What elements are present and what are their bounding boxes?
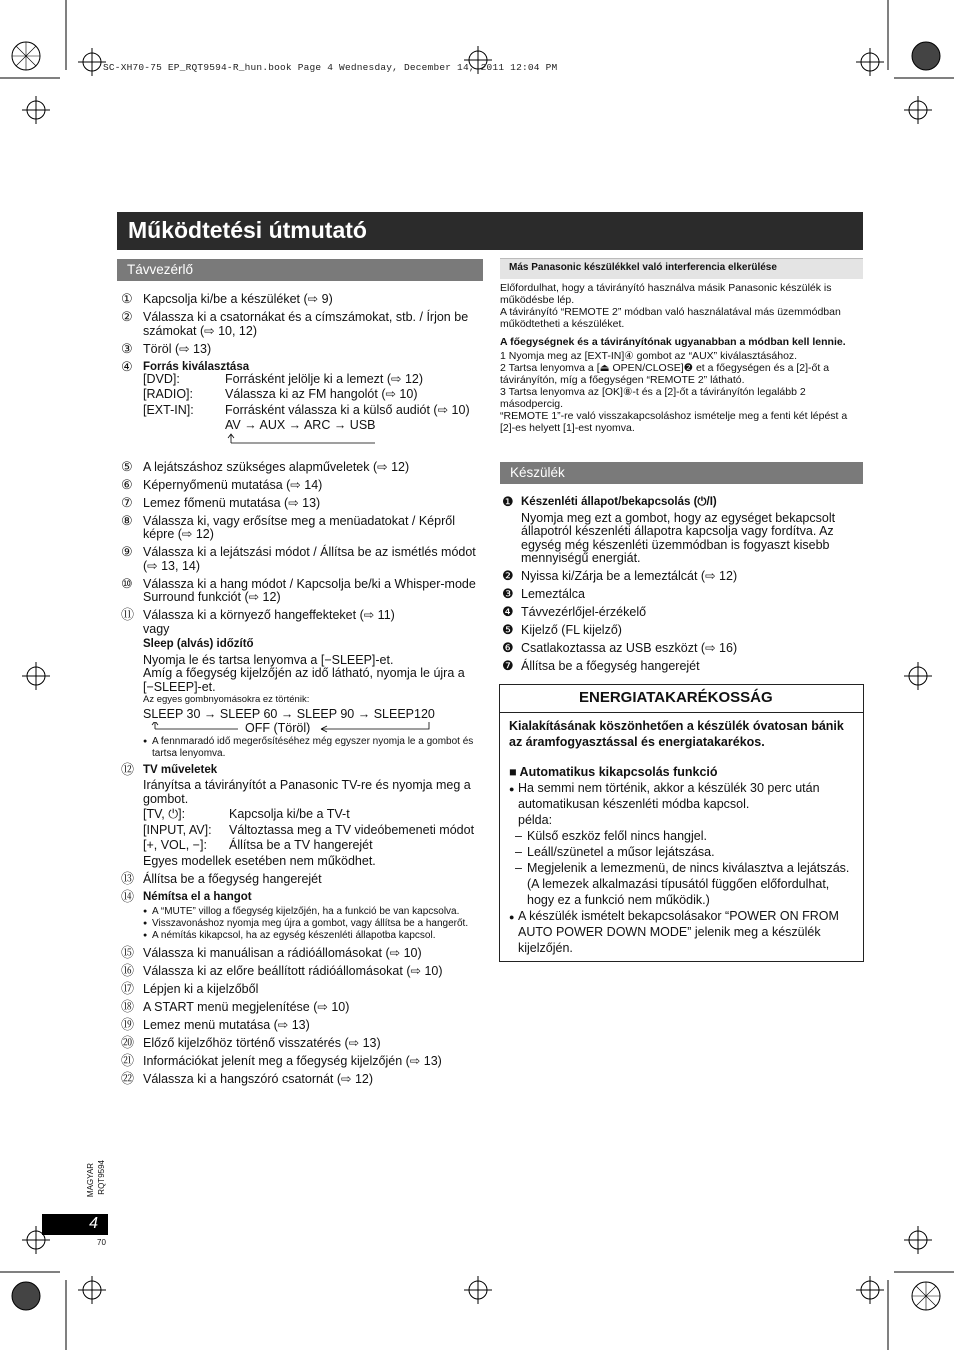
remote-list	[121, 293, 483, 1091]
file-header-line: SC-XH70-75 EP_RQT9594-R_hun.book Page 4 Wednesday, December 14, 2011 12:04 PM	[103, 62, 558, 73]
page-number-box	[42, 1214, 108, 1235]
sleep-chain: SLEEP 30 → SLEEP 60 → SLEEP 90 → SLEEP120	[143, 707, 435, 721]
list-item: ㉒ Válassza ki a hangszóró csatornát (⇨ 12)	[121, 1070, 374, 1086]
list-item: ⑪ Válassza ki a környező hangeffekteket (⇨ 11) vagy Sleep (alvás) időzítő Nyomja le és tartsa lenyomva a [−SLEEP]-et. Amíg a főegység kijelzőjén az idő látható, nyomja le újra a [−SLEEP]-et. Az egyes gombnyomásokra ez történik: SLEEP 30 → SLEEP 60 → SLEEP 90 → SLEEP120 OFF (Töröl) ● A fennmaradó idő megerősítéséhez még egyszer nyomja le a gombot és tartsa lenyomva.	[121, 609, 483, 760]
list-item: ⑰ Lépjen ki a kijelzőből	[121, 980, 259, 996]
section-header-device	[500, 462, 863, 484]
title-bar	[117, 212, 863, 250]
list-item: ❹ Távvezérlőjel-érzékelő	[502, 604, 647, 619]
sleep-loop: OFF (Töröl)	[143, 722, 483, 736]
energy-saving-box	[499, 684, 864, 962]
list-item: ⑮ Válassza ki manuálisan a rádióállomásokat (⇨ 10)	[121, 944, 422, 960]
page-title: Működtetési útmutató	[128, 217, 367, 243]
list-item: ⑳ Előző kijelzőhöz történő visszatérés (⇨ 13)	[121, 1034, 381, 1050]
list-item: ㉑ Információkat jelenít meg a főegység kijelzőjén (⇨ 13)	[121, 1052, 442, 1068]
list-item: ❺ Kijelző (FL kijelző)	[502, 622, 622, 637]
list-item: ⑱ A START menü megjelenítése (⇨ 10)	[121, 998, 350, 1014]
list-item: ❷ Nyissa ki/Zárja be a lemeztálcát (⇨ 12)	[502, 568, 738, 583]
list-item: ⑩ Válassza ki a hang módot / Kapcsolja be/ki a Whisper-mode Surround funkciót (⇨ 12)	[121, 575, 476, 604]
list-item: ❸ Lemeztálca	[502, 586, 585, 601]
list-item: ② Válassza ki a csatornákat és a címszámokat, stb. / Írjon be számokat (⇨ 10, 12)	[121, 309, 469, 338]
list-item: ⑬ Állítsa be a főegység hangerejét	[121, 870, 322, 886]
model-code: RQT9594	[97, 1160, 106, 1195]
list-item: ⑤ A lejátszáshoz szükséges alapműveletek (⇨ 12)	[121, 458, 410, 474]
source-row: [DVD]: Forrásként jelölje ki a lemezt (⇨ 12)	[143, 371, 424, 386]
energy-body: Kialakításának köszönhetően a készülék óvatosan bánik az áramfogyasztással és energiatakarékos. ■ Automatikus kikapcsolás funkció ● Ha semmi nem történik, akkor a készülék 30 perc után automatikusan készenléti módba kapcsol. példa: – Külső eszköz felől nincs hangjel. – Leáll/szünetel a műsor lejátszása. – Megjelenik a lemezmenü, de nincs kiválasztva a lejátszás. (A lemezek alkalmazási típusától függően előfordulhat, hogy ez a funkció nem működik.) ● A készülék ismételt bekapcsolásakor “POWER ON FROM AUTO POWER DOWN MODE” jelenik meg a készülék kijelzőjén.	[509, 718, 859, 956]
list-item: ③ Töröl (⇨ 13)	[121, 340, 212, 356]
section-title: Távvezérlő	[127, 262, 194, 277]
list-item-standby: ❶ Készenléti állapot/bekapcsolás (⏻/I) Nyomja meg ezt a gombot, hogy az egységet bekapcsolt állapotról készenléti állapotra kapcsolja vagy fordítva. Az egység még készenléti üzemmódban is fogyaszt kisebb mennyiségű energiát.	[502, 494, 836, 565]
list-item-mute: ⑭ Némítsa el a hangot ● A “MUTE” villog a főegység kijelzőjén, ha a funkció be van kapcsolva. ● Visszavonáshoz nyomja meg újra a gombot, vagy állítsa be a hangerőt. ● A némítás kikapcsol, ha az egység készenléti állapotba kapcsol.	[121, 891, 483, 943]
energy-title: ENERGIATAKARÉKOSSÁG	[500, 685, 863, 713]
loop-arrow-icon	[225, 433, 425, 445]
tv-row: [INPUT, AV]: Változtassa meg a TV videóbemeneti módot	[143, 822, 475, 837]
list-item: ⑥ Képernyőmenü mutatása (⇨ 14)	[121, 476, 323, 492]
source-row: [EXT-IN]: Forrásként válassza ki a külső audiót (⇨ 10)	[143, 402, 470, 417]
list-item: ⑦ Lemez főmenü mutatása (⇨ 13)	[121, 494, 321, 510]
list-item: ① Kapcsolja ki/be a készüléket (⇨ 9)	[121, 291, 333, 306]
tv-row: [TV, ⏻]: Kapcsolja ki/be a TV-t	[143, 807, 350, 821]
list-item-source: ④ Forrás kiválasztása [DVD]: Forrásként jelölje ki a lemezt (⇨ 12) [RADIO]: Válassza ki az FM hangolót (⇨ 10) [EXT-IN]: Forrásként válassza ki a külső audiót (⇨ 10) AV → AUX → ARC → USB	[121, 361, 483, 445]
device-list	[502, 496, 863, 678]
language-label: MAGYAR	[86, 1163, 95, 1198]
footer-small-number: 70	[97, 1238, 106, 1247]
source-chain: AV → AUX → ARC → USB	[225, 418, 376, 432]
list-item: ⑯ Válassza ki az előre beállított rádióállomásokat (⇨ 10)	[121, 962, 443, 978]
page-number: 4	[89, 1215, 98, 1232]
list-item: ❻ Csatlakoztassa az USB eszközt (⇨ 16)	[502, 640, 738, 655]
list-item: ⑨ Válassza ki a lejátszási módot / Állítsa be az ismétlés módot (⇨ 13, 14)	[121, 544, 476, 573]
section-header-remote	[117, 259, 483, 281]
list-item: ❼ Állítsa be a főegység hangerejét	[502, 658, 700, 673]
source-row: [RADIO]: Válassza ki az FM hangolót (⇨ 10)	[143, 387, 418, 401]
interference-header: Más Panasonic készülékkel való interferencia elkerülése	[500, 258, 863, 279]
list-item: ⑲ Lemez menü mutatása (⇨ 13)	[121, 1016, 310, 1032]
list-item: ⑧ Válassza ki, vagy erősítse meg a menüadatokat / Képről képre (⇨ 12)	[121, 512, 455, 541]
tv-row: [+, VOL, −]: Állítsa be a TV hangerejét	[143, 838, 373, 852]
list-item-tv: ⑫ TV műveletek Irányítsa a távirányítót a Panasonic TV-re és nyomja meg a gombot. [TV, ⏻]: Kapcsolja ki/be a TV-t [INPUT, AV]: Változtassa meg a TV videóbemeneti módot [+, VOL, −]: Állítsa be a TV hangerejét Egyes modellek esetében nem működhet.	[121, 764, 483, 869]
section-title: Készülék	[510, 465, 565, 480]
interference-text: Előfordulhat, hogy a távirányító használva másik Panasonic készülék is működésbe lép. A távirányító “REMOTE 2” módban való használatával más üzemmódban működtetheti a készüléket. A főegységnek és a távirányítónak ugyanabban a módban kell lennie. 1 Nyomja meg az [EXT-IN]④ gombot az “AUX” kiválasztásához. 2 Tartsa lenyomva a [⏏ OPEN/CLOSE]❷ et a főegységen és a [2]-őt a távirányítón, míg a főegységen “REMOTE 2” látható. 3 Tartsa lenyomva az [OK]⑧-t és a [2]-őt a távirányítón legalább 2 másodpercig. “REMOTE 1”-re való visszakapcsoláshoz ismételje meg a fenti két lépést a [2]-es helyett [1]-est nyomva.	[500, 282, 848, 434]
